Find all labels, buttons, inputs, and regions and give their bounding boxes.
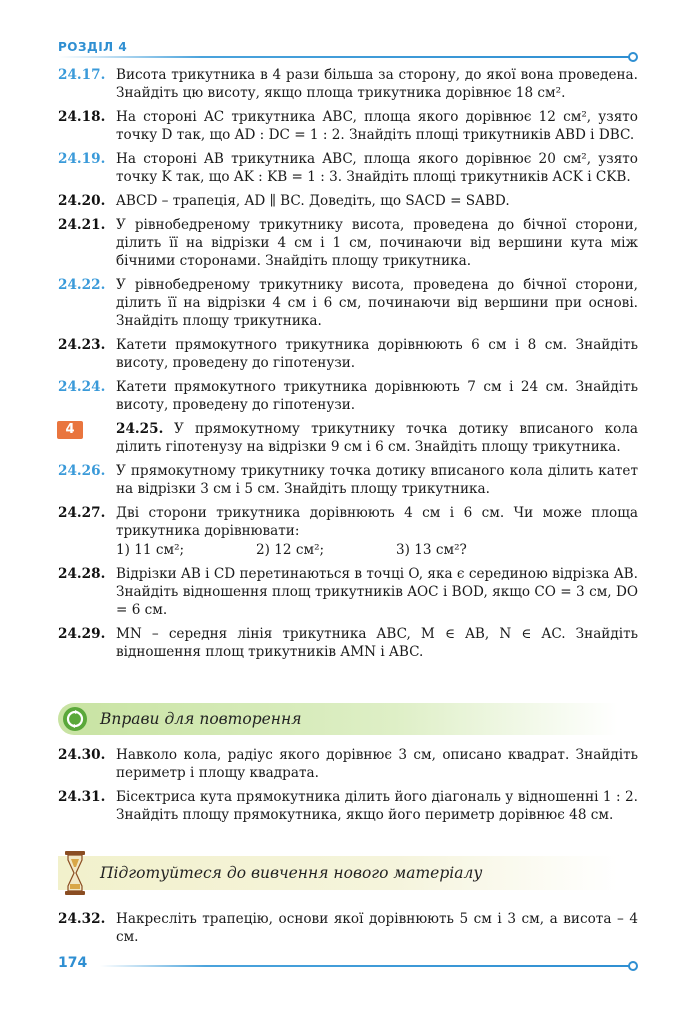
problem-text: Висота трикутника в 4 рази більша за сторону, до якої вона проведена. Знайдіть цю висоту, якщо площа трикутника дорівнює 18 см².: [116, 67, 638, 101]
problem-number: 24.19.: [58, 151, 106, 167]
bottom-divider: [100, 965, 630, 967]
problem-number: 24.24.: [58, 379, 106, 395]
top-divider: [58, 56, 631, 58]
problem-text: Навколо кола, радіус якого дорівнює 3 см, описано квадрат. Знайдіть периметр і площу квадрата.: [116, 747, 638, 781]
problem-text: На стороні AB трикутника ABC, площа якого дорівнює 20 см², узято точку K так, що AK : KB = 1 : 3. Знайдіть площі трикутників ACK і CKB.: [116, 151, 638, 185]
problem-text: [116, 504, 638, 559]
problem-number: 24.21.: [58, 217, 106, 233]
banner-title: Вправи для повторення: [100, 710, 302, 728]
problem-24-32: [58, 910, 638, 946]
problem-text: На стороні AC трикутника ABC, площа якого дорівнює 12 см², узято точку D так, що AD : DC = 1 : 2. Знайдіть площі трикутників ABD і DBC.: [116, 109, 638, 143]
review-exercises-banner: [58, 703, 618, 735]
problem-text: Катети прямокутного трикутника дорівнюють 7 см і 24 см. Знайдіть висоту, проведену до гіпотенузи.: [116, 379, 638, 413]
problem-24-17: [58, 66, 638, 102]
problem-number: 24.23.: [58, 337, 106, 353]
section-label: РОЗДІЛ 4: [58, 40, 128, 54]
problem-number: 24.29.: [58, 626, 106, 642]
problem-number: 24.18.: [58, 109, 106, 125]
problem-text: У рівнобедреному трикутнику висота, проведена до бічної сторони, ділить її на відрізки 4 см і 1 см, починаючи від вершини кута між бічними сторонами. Знайдіть площу трикутника.: [116, 217, 638, 269]
problem-text: Бісектриса кута прямокутника ділить його діагональ у відношенні 1 : 2. Знайдіть площу прямокутника, якщо його периметр дорівнює 48 см.: [116, 789, 638, 823]
problem-text: Накресліть трапецію, основи якої дорівнюють 5 см і 3 см, а висота – 4 см.: [116, 911, 638, 945]
problem-24-22: [58, 276, 638, 330]
banner-title: Підготуйтеся до вивчення нового матеріалу: [100, 864, 483, 882]
problem-24-29: [58, 625, 638, 661]
problem-number: 24.22.: [58, 277, 106, 293]
option-2: 2) 12 см²;: [256, 542, 325, 558]
problem-number: 24.30.: [58, 747, 106, 763]
hourglass-icon: [64, 850, 86, 896]
problem-text: У рівнобедреному трикутнику висота, проведена до бічної сторони, ділить її на відрізки 4 см і 6 см, починаючи від вершини при основі. Знайдіть площу трикутника.: [116, 277, 638, 329]
divider-end-icon: [628, 52, 638, 62]
page-number: 174: [58, 955, 88, 971]
problem-24-30: [58, 746, 638, 782]
option-3: 3) 13 см²?: [396, 542, 467, 558]
problem-24-24: [58, 378, 638, 414]
problem-number: 24.26.: [58, 463, 106, 479]
problem-24-21: [58, 216, 638, 270]
prepare-problem-list: [58, 910, 638, 952]
problem-24-18: [58, 108, 638, 144]
problem-number: 24.32.: [58, 911, 106, 927]
problem-24-31: [58, 788, 638, 824]
problem-number: 24.20.: [58, 193, 106, 209]
problem-24-28: [58, 565, 638, 619]
problem-question: Дві сторони трикутника дорівнюють 4 см і 6 см. Чи може площа трикутника дорівнювати:: [116, 505, 638, 539]
option-1: 1) 11 см²;: [116, 542, 185, 558]
problem-text: У прямокутному трикутнику точка дотику вписаного кола ділить катет на відрізки 3 см і 5 см. Знайдіть площу трикутника.: [116, 463, 638, 497]
problem-24-27: [58, 504, 638, 559]
problem-text: У прямокутному трикутнику точка дотику вписаного кола ділить гіпотенузу на відрізки 9 см і 6 см. Знайдіть площу трикутника.: [116, 421, 638, 455]
problem-24-26: [58, 462, 638, 498]
problem-24-25: [58, 420, 638, 456]
problem-number: 24.27.: [58, 505, 106, 521]
problem-number: 24.31.: [58, 789, 106, 805]
problem-number: 24.17.: [58, 67, 106, 83]
problem-24-20: [58, 192, 638, 210]
problem-text: ABCD – трапеція, AD ∥ BC. Доведіть, що SACD = SABD.: [116, 193, 510, 209]
review-problem-list: [58, 746, 638, 830]
problem-24-23: [58, 336, 638, 372]
prepare-banner: [58, 856, 618, 890]
problem-number: 24.25.: [116, 421, 164, 437]
problem-text: Катети прямокутного трикутника дорівнюють 6 см і 8 см. Знайдіть висоту, проведену до гіпотенузи.: [116, 337, 638, 371]
problem-text: MN – середня лінія трикутника ABC, M ∈ AB, N ∈ AC. Знайдіть відношення площ трикутників AMN і ABC.: [116, 626, 638, 660]
problem-text: Відрізки AB і CD перетинаються в точці O, яка є серединою відрізка AB. Знайдіть відношення площ трикутників AOC і BOD, якщо CO = 3 см, DO = 6 см.: [116, 566, 638, 618]
level-badge: 4: [57, 421, 83, 439]
answer-options: [116, 541, 638, 559]
divider-end-icon: [628, 961, 638, 971]
cycle-arrows-icon: [62, 706, 88, 732]
problem-list: [58, 66, 638, 667]
problem-24-19: [58, 150, 638, 186]
problem-number: 24.28.: [58, 566, 106, 582]
